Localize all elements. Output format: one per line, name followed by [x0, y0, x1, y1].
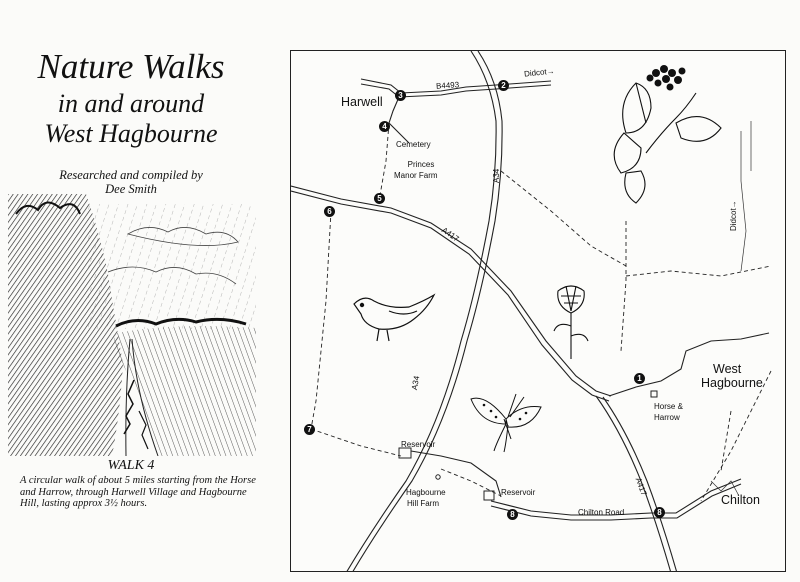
walk-point-4: 4 — [379, 121, 390, 132]
walk-point-5: 5 — [374, 193, 385, 204]
country-path-sketch — [8, 194, 256, 456]
walk-map — [290, 50, 786, 572]
label-horse: Horse & — [654, 402, 683, 411]
road-a417-east: A417 — [633, 476, 649, 497]
walk-point-2: 2 — [498, 80, 509, 91]
title-line-3: West Hagbourne — [44, 119, 218, 148]
walk-point-3: 3 — [395, 90, 406, 101]
label-harrow: Harrow — [654, 413, 680, 422]
moth-illustration — [466, 389, 546, 454]
bird-illustration — [349, 289, 439, 344]
harwell-lane — [389, 97, 409, 143]
footpath-princes — [379, 123, 389, 201]
label-hagbourne-hill: Hagbourne — [406, 488, 446, 497]
label-hill-farm: Hill Farm — [407, 499, 439, 508]
road-a34-north: A34 — [492, 168, 501, 183]
place-west: West — [713, 362, 742, 376]
place-hagbourne: Hagbourne — [701, 376, 763, 390]
road-a34-south: A34 — [409, 375, 422, 391]
label-cemetery: Cemetery — [396, 140, 431, 149]
title-line-2: in and around — [57, 89, 205, 118]
road-a417-west: A417 — [440, 225, 461, 244]
walk-point-1: 1 — [634, 373, 645, 384]
road-didcot-side: Didcot→ — [729, 200, 738, 231]
label-chilton-road: Chilton Road — [578, 508, 625, 517]
thistle-illustration — [546, 281, 596, 361]
label-reservoir-2: Reservoir — [501, 488, 536, 497]
credit-author: Dee Smith — [105, 182, 157, 196]
guelder-rose-illustration — [606, 63, 726, 208]
walk-heading: WALK 4 — [107, 458, 155, 473]
label-reservoir-1: Reservoir — [401, 440, 436, 449]
place-chilton: Chilton — [721, 493, 760, 507]
walk-point-7: 7 — [304, 424, 315, 435]
road-b4493: B4493 — [435, 80, 460, 91]
title-line-1: Nature Walks — [37, 47, 225, 86]
walk-point-8b: 8 — [654, 507, 665, 518]
walk-description: A circular walk of about 5 miles starting from the Horse and Harrow, through Harwell Village and Hagbourne Hill, lasting approx 3½ hours. — [20, 475, 256, 509]
credit-line-1: Researched and compiled by — [59, 168, 203, 182]
label-manor-farm: Manor Farm — [394, 171, 438, 180]
place-harwell: Harwell — [341, 95, 383, 109]
label-princes: Princes — [407, 160, 435, 169]
cover-panel — [0, 0, 262, 582]
walk-point-6: 6 — [324, 206, 335, 217]
road-didcot-top: Didcot→ — [523, 66, 556, 79]
footpath-west — [311, 211, 331, 429]
walk-point-8a: 8 — [507, 509, 518, 520]
